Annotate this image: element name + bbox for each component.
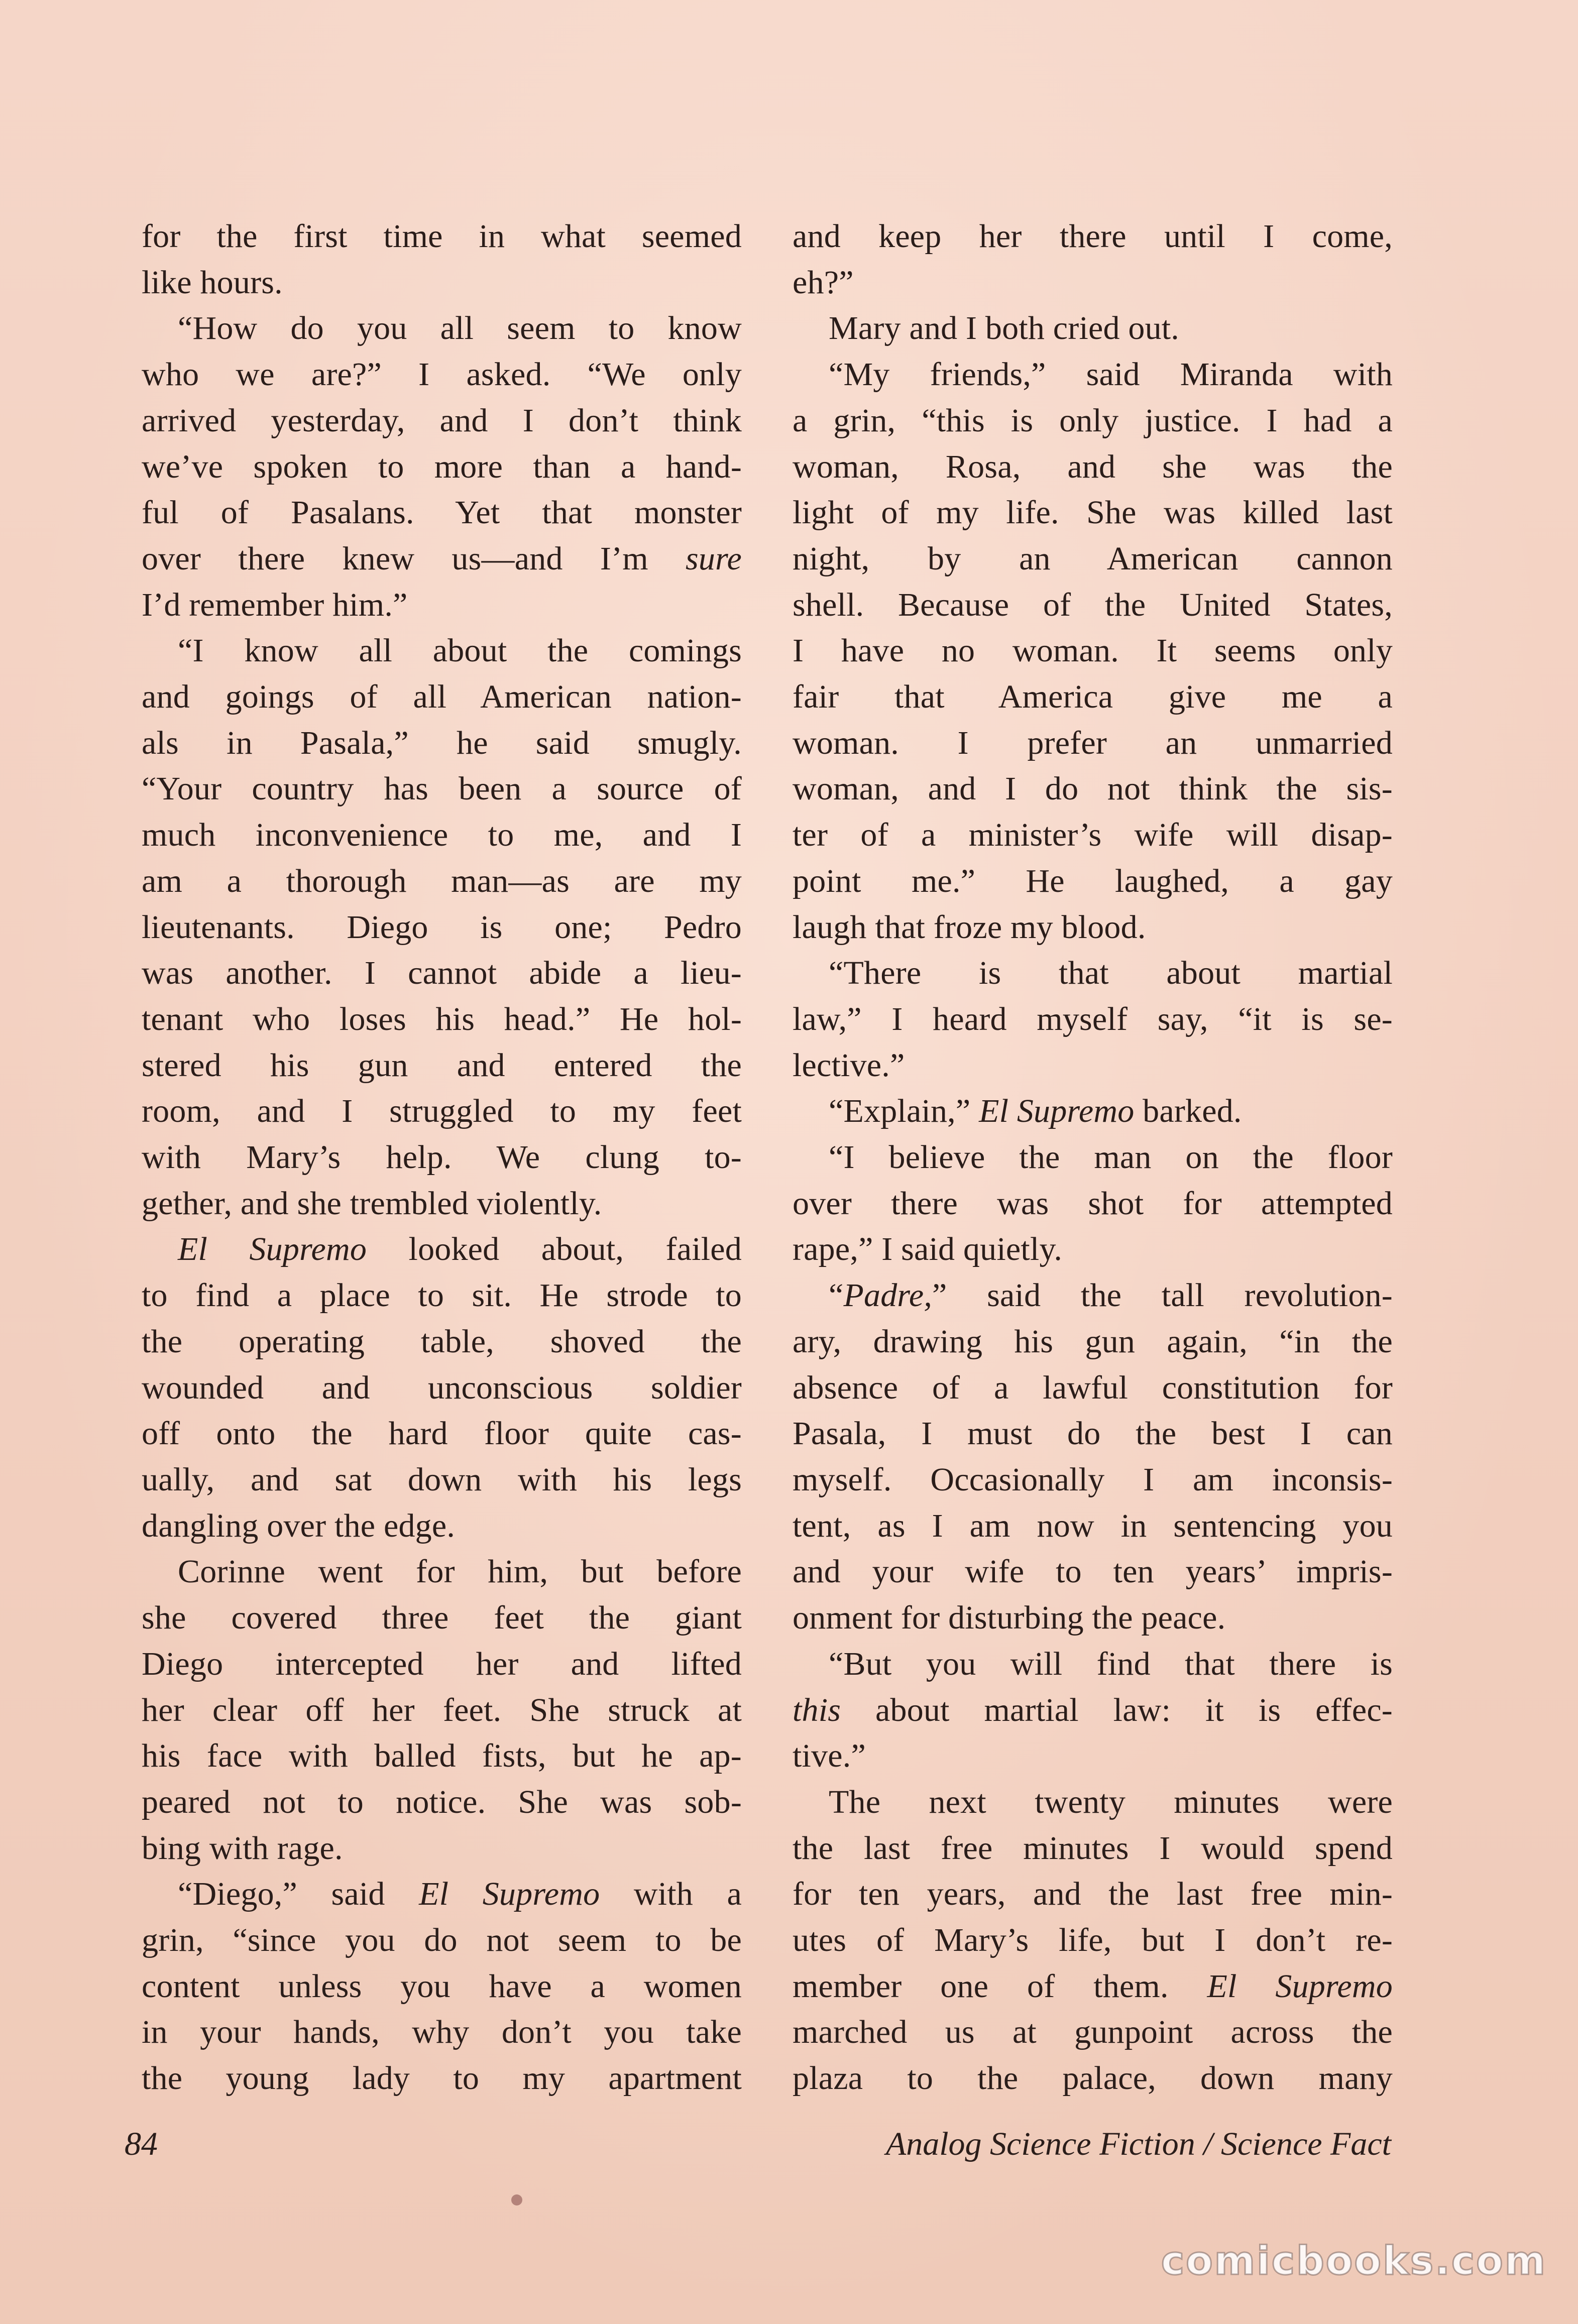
text-line: “I know all about the comings	[178, 632, 742, 669]
text-line: gether, and she trembled violently.	[142, 1185, 602, 1222]
text-line: “There is that about martial	[829, 955, 1393, 992]
text-line: law,” I heard myself say, “it is se-	[793, 1000, 1393, 1037]
text-line: lieutenants. Diego is one; Pedro	[142, 908, 742, 946]
text-line: content unless you have a women	[142, 1967, 742, 2005]
paragraph	[793, 213, 1393, 305]
text-line: over there was shot for attempted	[793, 1185, 1393, 1222]
text-line: “Explain,” El Supremo barked.	[829, 1093, 1242, 1130]
text-line: we’ve spoken to more than a hand-	[142, 448, 742, 485]
text-line: “Padre,” said the tall revolution-	[829, 1277, 1393, 1314]
text-line: am a thorough man—as are my	[142, 862, 742, 899]
text-line: like hours.	[142, 264, 283, 301]
text-line: “Your country has been a source of	[142, 770, 742, 807]
text-line: Corinne went for him, but before	[178, 1553, 742, 1590]
text-line: the young lady to my apartment	[142, 2060, 742, 2097]
text-line: light of my life. She was killed last	[793, 494, 1393, 531]
text-line: tive.”	[793, 1737, 866, 1775]
text-line: in your hands, why don’t you take	[142, 2014, 742, 2051]
text-line: night, by an American cannon	[793, 540, 1393, 577]
text-line: room, and I struggled to my feet	[142, 1093, 742, 1130]
text-line: “I believe the man on the floor	[829, 1139, 1393, 1176]
paragraph	[142, 213, 742, 305]
text-line: arrived yesterday, and I don’t think	[142, 402, 742, 439]
text-line: bing with rage.	[142, 1829, 343, 1867]
text-line: and your wife to ten years’ impris-	[793, 1553, 1393, 1590]
text-line: was another. I cannot abide a lieu-	[142, 955, 742, 992]
print-speck	[511, 2194, 522, 2205]
text-line: off onto the hard floor quite cas-	[142, 1415, 742, 1452]
text-line: “My friends,” said Miranda with	[829, 356, 1393, 393]
text-line: Mary and I both cried out.	[829, 310, 1180, 347]
text-line: woman, Rosa, and she was the	[793, 448, 1393, 485]
text-line: grin, “since you do not seem to be	[142, 1922, 742, 1959]
text-line: wounded and unconscious soldier	[142, 1369, 742, 1406]
text-line: I’d remember him.”	[142, 586, 408, 623]
paragraph	[793, 1088, 1393, 1134]
text-line: this about martial law: it is effec-	[793, 1691, 1393, 1728]
paragraph	[142, 305, 742, 628]
text-line: laugh that froze my blood.	[793, 908, 1146, 946]
text-line: his face with balled fists, but he ap-	[142, 1737, 742, 1775]
page-number: 84	[125, 2126, 158, 2162]
text-line: peared not to notice. She was sob-	[142, 1783, 742, 1820]
left-text-column	[142, 213, 742, 2102]
text-line: for ten years, and the last free min-	[793, 1876, 1393, 1913]
text-line: onment for disturbing the peace.	[793, 1599, 1226, 1637]
text-line: ter of a minister’s wife will disap-	[793, 817, 1393, 854]
text-line: a grin, “this is only justice. I had a	[793, 402, 1393, 439]
text-line: The next twenty minutes were	[829, 1783, 1393, 1820]
text-line: utes of Mary’s life, but I don’t re-	[793, 1922, 1393, 1959]
text-line: she covered three feet the giant	[142, 1599, 742, 1637]
text-line: lective.”	[793, 1047, 905, 1084]
text-line: ually, and sat down with his legs	[142, 1461, 742, 1498]
text-line: with Mary’s help. We clung to-	[142, 1139, 742, 1176]
text-line: member one of them. El Supremo	[793, 1967, 1393, 2005]
text-line: and goings of all American nation-	[142, 678, 742, 716]
text-line: Pasala, I must do the best I can	[793, 1415, 1393, 1452]
text-line: I have no woman. It seems only	[793, 632, 1393, 669]
text-line: to find a place to sit. He strode to	[142, 1277, 742, 1314]
text-line: absence of a lawful constitution for	[793, 1369, 1393, 1406]
text-line: Diego intercepted her and lifted	[142, 1645, 742, 1682]
text-line: ary, drawing his gun again, “in the	[793, 1323, 1393, 1360]
text-line: ful of Pasalans. Yet that monster	[142, 494, 742, 531]
text-line: her clear off her feet. She struck at	[142, 1691, 742, 1728]
paragraph	[142, 1549, 742, 1871]
paragraph	[793, 1641, 1393, 1779]
paragraph	[793, 1272, 1393, 1641]
text-line: point me.” He laughed, a gay	[793, 862, 1393, 899]
text-line: “Diego,” said El Supremo with a	[178, 1876, 742, 1913]
paragraph	[793, 950, 1393, 1088]
text-line: El Supremo looked about, failed	[178, 1231, 742, 1268]
watermark: comicbooks.com	[1161, 2239, 1547, 2284]
running-title: Analog Science Fiction / Science Fact	[885, 2126, 1391, 2162]
paragraph	[793, 1134, 1393, 1272]
text-line: stered his gun and entered the	[142, 1047, 742, 1084]
text-line: dangling over the edge.	[142, 1507, 456, 1544]
text-line: “But you will find that there is	[829, 1645, 1393, 1682]
text-line: for the first time in what seemed	[142, 218, 742, 255]
text-line: fair that America give me a	[793, 678, 1393, 716]
text-line: “How do you all seem to know	[178, 310, 742, 347]
text-line: much inconvenience to me, and I	[142, 817, 742, 854]
paragraph	[793, 305, 1393, 352]
text-line: tent, as I am now in sentencing you	[793, 1507, 1393, 1544]
right-text-column	[793, 213, 1393, 2102]
text-line: the last free minutes I would spend	[793, 1829, 1393, 1867]
text-line: tenant who loses his head.” He hol-	[142, 1000, 742, 1037]
text-line: myself. Occasionally I am inconsis-	[793, 1461, 1393, 1498]
text-line: woman. I prefer an unmarried	[793, 724, 1393, 761]
paragraph	[793, 1779, 1393, 2102]
paragraph	[142, 1226, 742, 1549]
text-line: who we are?” I asked. “We only	[142, 356, 742, 393]
text-line: rape,” I said quietly.	[793, 1231, 1063, 1268]
text-line: als in Pasala,” he said smugly.	[142, 724, 742, 761]
text-line: woman, and I do not think the sis-	[793, 770, 1393, 807]
text-line: the operating table, shoved the	[142, 1323, 742, 1360]
text-line: shell. Because of the United States,	[793, 586, 1393, 623]
text-line: eh?”	[793, 264, 854, 301]
paragraph	[142, 1871, 742, 2102]
text-line: marched us at gunpoint across the	[793, 2014, 1393, 2051]
text-line: plaza to the palace, down many	[793, 2060, 1393, 2097]
text-line: and keep her there until I come,	[793, 218, 1393, 255]
text-line: over there knew us—and I’m sure	[142, 540, 742, 577]
paragraph	[793, 352, 1393, 950]
paragraph	[142, 628, 742, 1226]
